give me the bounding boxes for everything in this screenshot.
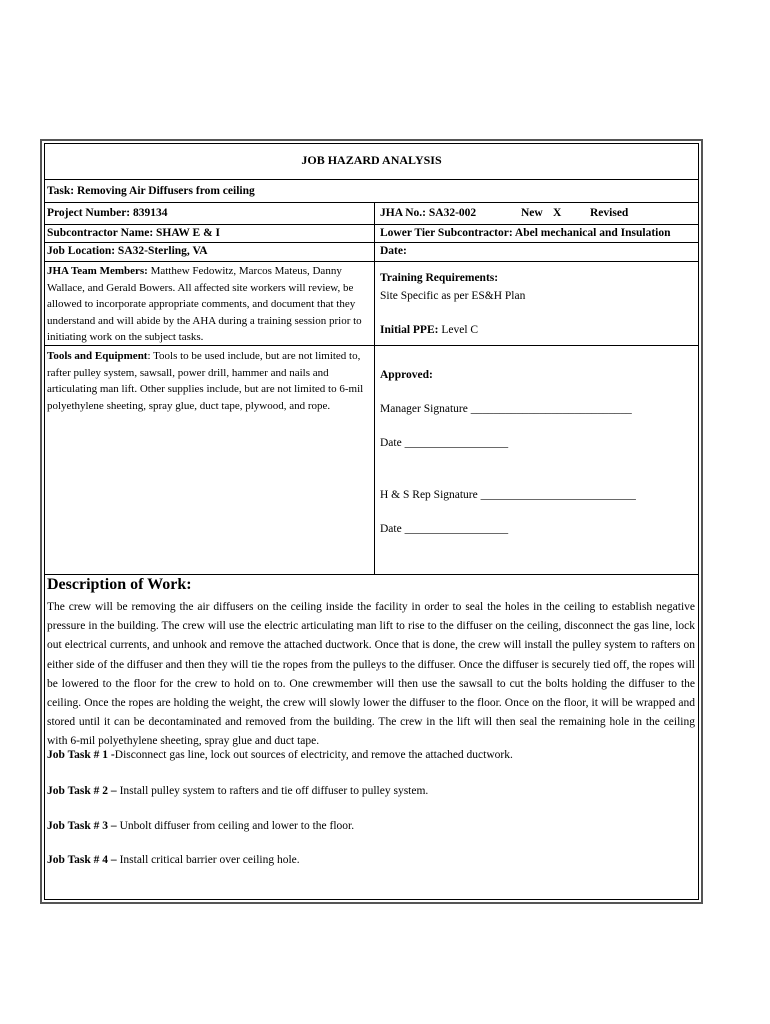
hs-date-line: Date __________________ (380, 523, 509, 535)
description-body: The crew will be removing the air diffusers on the ceiling inside the facility in order to seal the holes in the ceiling to establish negative pressure in the building. The crew will use the electric articulating man lift to rise to the diffuser on the ceiling, disconnect the gas line, lock out electrical currents, and unhook and remove the attached ductwork. Once that is done, the crew will install the pulley system to rafters on either side of the diffuser and then they will tie the ropes from the pulleys to the diffuser. Once the diffuser is securely tied off, the ropes will be lowered to the floor for the crew to hold on to. One crewmember will then use the sawsall to cut the bolts holding the diffuser to the ceiling. Once the ropes are holding the weight, the crew will slowly lower the diffuser to the floor. Once on the floor, it will be wrapped and stored until it can be decontaminated and removed from the building. The crew in the lift will then seal the remaining hole in the ceiling with 6-mil polyethylene sheeting, spray glue and duct tape. (47, 601, 695, 748)
job-task-2-text: Install pulley system to rafters and tie off diffuser to pulley system. (116, 785, 429, 797)
team-members-text: Matthew Fedowitz, Marcos Mateus, Danny Wallace, and Gerald Bowers. All affected site workers will review, be allowed to incorporate appropriate comments, and document that they understand and will abide by the AHA during a training session prior to initiating work on the subject tasks. (47, 265, 362, 343)
rule-under-project (44, 224, 699, 225)
rule-under-title (44, 179, 699, 180)
ppe-block (380, 324, 478, 337)
rule-under-task (44, 202, 699, 203)
tools-label: Tools and Equipment (47, 350, 148, 362)
new-label: New (521, 207, 543, 219)
job-task-4-label: Job Task # 4 – (47, 854, 117, 866)
job-task-1-label: Job Task # 1 - (47, 749, 115, 761)
hs-signature-line: H & S Rep Signature ___________________________ (380, 489, 636, 501)
approved-label: Approved: (380, 369, 433, 381)
job-task-1 (47, 749, 513, 762)
lower-tier-field: Lower Tier Subcontractor: Abel mechanical and Insulation (380, 227, 671, 239)
manager-signature-line: Manager Signature ____________________________ (380, 403, 632, 415)
tools-block (47, 348, 369, 414)
job-location-field: Job Location: SA32-Sterling, VA (47, 245, 208, 257)
job-task-3 (47, 820, 354, 833)
new-checkmark: X (553, 207, 562, 219)
job-task-2 (47, 785, 428, 798)
job-task-4 (47, 854, 300, 867)
form-title: JOB HAZARD ANALYSIS (301, 153, 442, 167)
job-task-4-text: Install critical barrier over ceiling hole. (116, 854, 300, 866)
training-text: Site Specific as per ES&H Plan (380, 290, 526, 302)
column-divider (374, 202, 375, 574)
rule-under-location (44, 261, 699, 262)
task-field: Task: Removing Air Diffusers from ceiling (47, 185, 255, 197)
ppe-label: Initial PPE: (380, 324, 439, 336)
team-members-label: JHA Team Members: (47, 265, 148, 277)
revised-label: Revised (590, 207, 629, 219)
rule-under-subcontractor (44, 242, 699, 243)
job-task-3-text: Unbolt diffuser from ceiling and lower to the floor. (116, 820, 355, 832)
job-task-2-label: Job Task # 2 – (47, 785, 117, 797)
date-field: Date: (380, 245, 407, 257)
description-heading: Description of Work: (47, 576, 192, 593)
manager-date-line: Date __________________ (380, 437, 509, 449)
job-task-3-label: Job Task # 3 – (47, 820, 117, 832)
subcontractor-field: Subcontractor Name: SHAW E & I (47, 227, 221, 239)
rule-under-tools (44, 574, 699, 575)
team-members-block (47, 263, 369, 346)
jha-number-field: JHA No.: SA32-002 (380, 207, 477, 219)
tools-text: : Tools to be used include, but are not limited to, rafter pulley system, sawsall, power drill, hammer and nails and articulating man lift. Other supplies include, but are not limited to 6-mil polyethylene sheeting, spray glue, duct tape, plywood, and rope. (47, 350, 364, 412)
job-task-1-text: Disconnect gas line, lock out sources of electricity, and remove the attached ductwork. (114, 749, 513, 761)
training-label: Training Requirements: (380, 272, 499, 284)
project-number-field: Project Number: 839134 (47, 207, 168, 219)
ppe-text: Level C (441, 324, 479, 336)
